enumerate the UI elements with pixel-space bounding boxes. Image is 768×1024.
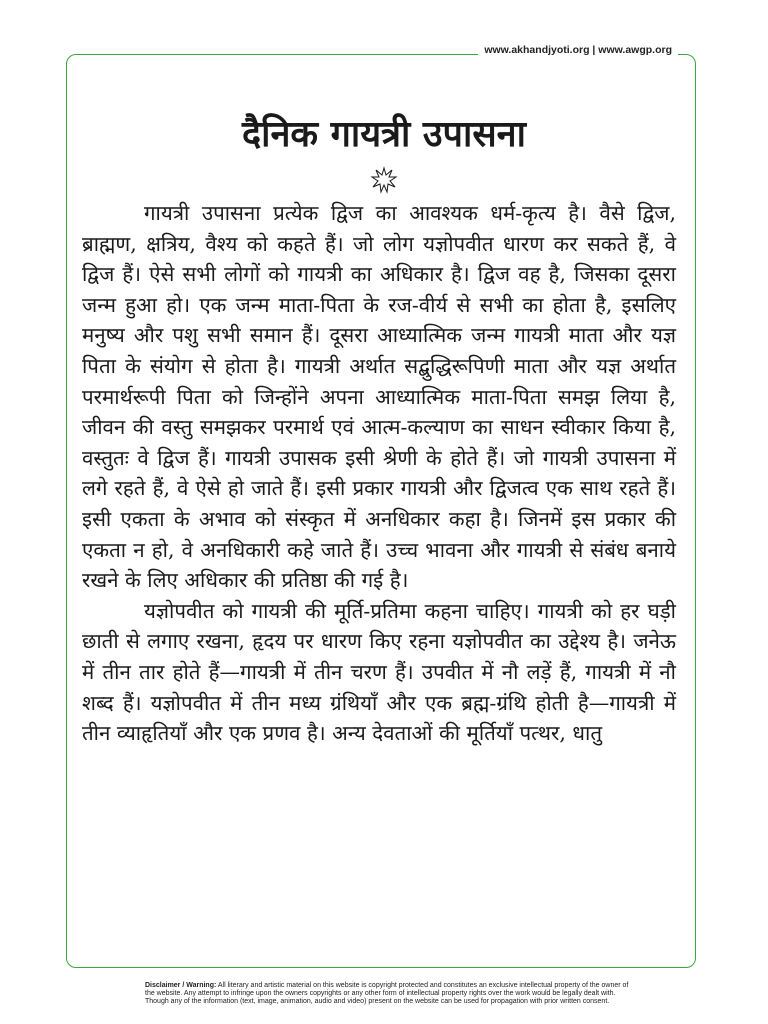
disclaimer-text: All literary and artistic material on this website is copyright protected and constitutes an exclusive intellectual property of the owner of the website. Any attempt to infringe upon the owners copyrights or any other form of intellectual property rights over the work would be legally dealt with. Though any of the information (text, image, animation, audio and video) present on the website can be used for propagation with prior written consent.	[145, 982, 629, 1005]
article-body	[82, 198, 676, 749]
footer-disclaimer	[145, 982, 635, 1006]
paragraph-2: यज्ञोपवीत को गायत्री की मूर्ति-प्रतिमा कहना चाहिए। गायत्री को हर घड़ी छाती से लगाए रखना, हृदय पर धारण किए रहना यज्ञोपवीत का उद्देश्य है। जनेऊ में तीन तार होते हैं—गायत्री में तीन चरण हैं। उपवीत में नौ लड़ें हैं, गायत्री में नौ शब्द हैं। यज्ञोपवीत में तीन मध्य ग्रंथियाँ और एक ब्रह्म-ग्रंथि होती है—गायत्री में तीन व्याहृतियाँ और एक प्रणव है। अन्य देवताओं की मूर्तियाँ पत्थर, धातु	[82, 598, 676, 746]
paragraph-1: गायत्री उपासना प्रत्येक द्विज का आवश्यक धर्म-कृत्य है। वैसे द्विज, ब्राह्मण, क्षत्रिय, वैश्य को कहते हैं। जो लोग यज्ञोपवीत धारण कर सकते हैं, वे द्विज हैं। ऐसे सभी लोगों को गायत्री का अधिकार है। द्विज वह है, जिसका दूसरा जन्म हुआ हो। एक जन्म माता-पिता के रज-वीर्य से सभी का होता है, इसलिए मनुष्य और पशु सभी समान हैं। दूसरा आध्यात्मिक जन्म गायत्री माता और यज्ञ पिता के संयोग से होता है। गायत्री अर्थात सद्बुद्धिरूपिणी माता और यज्ञ अर्थात परमार्थरूपी पिता को जिन्होंने अपना आध्यात्मिक माता-पिता समझ लिया है, जीवन की वस्तु समझकर परमार्थ एवं आत्म-कल्याण का साधन स्वीकार किया है, वस्तुतः वे द्विज हैं। गायत्री उपासक इसी श्रेणी के होते हैं। जो गायत्री उपासना में लगे रहते हैं, वे ऐसे हो जाते हैं। इसी प्रकार गायत्री और द्विजत्व एक साथ रहते हैं। इसी एकता के अभाव को संस्कृत में अनधिकार कहा है। जिनमें इस प्रकार की एकता न हो, वे अनधिकारी कहे जाते हैं। उच्च भावना और गायत्री से संबंध बनाये रखने के लिए अधिकार की प्रतिष्ठा की गई है।	[82, 201, 676, 593]
page-title: दैनिक गायत्री उपासना	[242, 114, 526, 155]
disclaimer-label: Disclaimer / Warning:	[145, 982, 217, 989]
starburst-icon	[370, 166, 398, 194]
header-site-links[interactable]: www.akhandjyoti.org | www.awgp.org	[478, 44, 678, 56]
